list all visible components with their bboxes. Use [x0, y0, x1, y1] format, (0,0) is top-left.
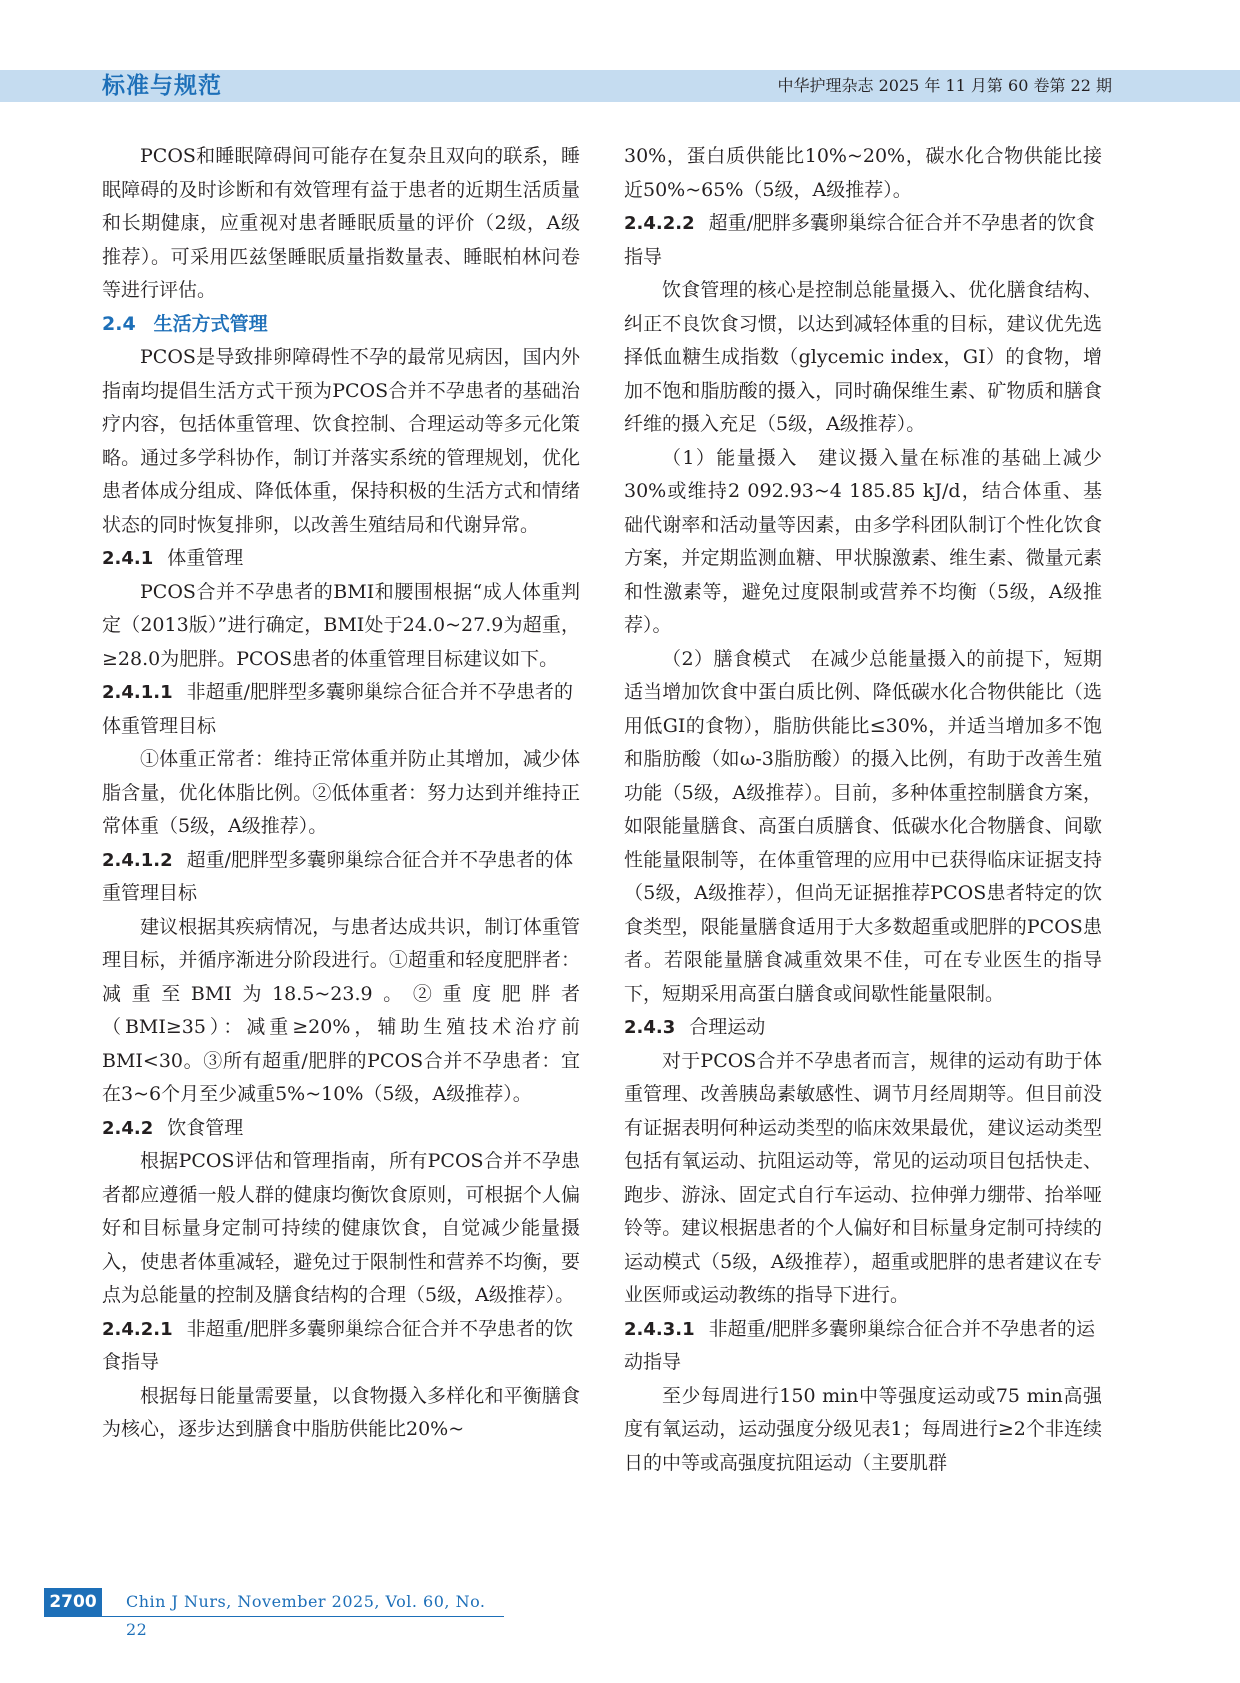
- heading-text: 超重/肥胖型多囊卵巢综合征合并不孕患者的体重管理目标: [102, 848, 574, 904]
- journal-info: 中华护理杂志 2025 年 11 月第 60 卷第 22 期: [777, 76, 1112, 95]
- heading-text: 超重/肥胖多囊卵巢综合征合并不孕患者的饮食指导: [624, 212, 1096, 268]
- heading-number: 2.4.3: [624, 1017, 676, 1038]
- body-paragraph: 对于PCOS合并不孕患者而言，规律的运动有助于体重管理、改善胰岛素敏感性、调节月经周期等。但目前没有证据表明何种运动类型的临床效果最优，建议运动类型包括有氧运动、抗阻运动等，常见的运动项目包括快走、跑步、游泳、固定式自行车运动、拉伸弹力绷带、抬举哑铃等。建议根据患者的个人偏好和目标量身定制可持续的运动模式（5级，A级推荐），超重或肥胖的患者建议在专业医师或运动教练的指导下进行。: [624, 1049, 1102, 1306]
- body-paragraph: 根据PCOS评估和管理指南，所有PCOS合并不孕患者都应遵循一般人群的健康均衡饮食原则，可根据个人偏好和目标量身定制可持续的健康饮食，自觉减少能量摄入，使患者体重减轻，避免过于限制性和营养不均衡，要点为总能量的控制及膳食结构的合理（5级，A级推荐）。: [102, 1150, 580, 1306]
- section-heading: [102, 308, 580, 342]
- subsection-heading: [624, 207, 1102, 274]
- body-paragraph: 至少每周进行150 min中等强度运动或75 min高强度有氧运动，运动强度分级见表1；每周进行≥2个非连续日的中等或高强度抗阻运动（主要肌群: [624, 1384, 1102, 1474]
- right-column: [624, 140, 1102, 1480]
- heading-text: 合理运动: [689, 1016, 766, 1038]
- heading-text: 生活方式管理: [153, 312, 268, 335]
- heading-text: 非超重/肥胖多囊卵巢综合征合并不孕患者的饮食指导: [102, 1317, 574, 1373]
- body-paragraph: 30%，蛋白质供能比10%~20%，碳水化合物供能比接近50%~65%（5级，A级推荐）。: [624, 145, 1102, 201]
- body-paragraph: （2）膳食模式 在减少总能量摄入的前提下，短期适当增加饮食中蛋白质比例、降低碳水化合物供能比（选用低GI的食物），脂肪供能比≤30%，并适当增加多不饱和脂肪酸（如ω-3脂肪酸）的摄入比例，有助于改善生殖功能（5级，A级推荐）。目前，多种体重控制膳食方案，如限能量膳食、高蛋白质膳食、低碳水化合物膳食、间歇性能量限制等，在体重管理的应用中已获得临床证据支持（5级，A级推荐），但尚无证据推荐PCOS患者特定的饮食类型，限能量膳食适用于大多数超重或肥胖的PCOS患者。若限能量膳食减重效果不佳，可在专业医生的指导下，短期采用高蛋白膳食或间歇性能量限制。: [624, 647, 1102, 1005]
- heading-number: 2.4: [102, 312, 136, 335]
- subsection-heading: [102, 1313, 580, 1380]
- subsection-heading: [624, 1011, 1102, 1045]
- body-paragraph: ①体重正常者：维持正常体重并防止其增加，减少体脂含量，优化体脂比例。②低体重者：努力达到并维持正常体重（5级，A级推荐）。: [102, 748, 580, 837]
- footer: [44, 1588, 504, 1639]
- page-number: 2700: [44, 1588, 102, 1616]
- left-column: [102, 140, 580, 1447]
- subsection-heading: [102, 844, 580, 911]
- footer-citation: Chin J Nurs, November 2025, Vol. 60, No. 22: [126, 1592, 486, 1639]
- subsection-heading: [102, 542, 580, 576]
- body-paragraph: 饮食管理的核心是控制总能量摄入、优化膳食结构、纠正不良饮食习惯，以达到减轻体重的目标，建议优先选择低血糖生成指数（glycemic index，GI）的食物，增加不饱和脂肪酸的摄入，同时确保维生素、矿物质和膳食纤维的摄入充足（5级，A级推荐）。: [624, 279, 1102, 435]
- body-paragraph: 根据每日能量需要量，以食物摄入多样化和平衡膳食为核心，逐步达到膳食中脂肪供能比20%~: [102, 1384, 580, 1440]
- body-paragraph: （1）能量摄入 建议摄入量在标准的基础上减少30%或维持2 092.93~4 185.85 kJ/d，结合体重、基础代谢率和活动量等因素，由多学科团队制订个性化饮食方案，并定期监测血糖、甲状腺激素、维生素、微量元素和性激素等，避免过度限制或营养不均衡（5级，A级推荐）。: [624, 446, 1102, 636]
- heading-number: 2.4.1.2: [102, 849, 173, 871]
- body-paragraph: PCOS和睡眠障碍间可能存在复杂且双向的联系，睡眠障碍的及时诊断和有效管理有益于患者的近期生活质量和长期健康，应重视对患者睡眠质量的评价（2级，A级推荐）。可采用匹兹堡睡眠质量指数量表、睡眠柏林问卷等进行评估。: [102, 145, 580, 301]
- heading-number: 2.4.1: [102, 548, 154, 569]
- section-label: 标准与规范: [102, 73, 222, 99]
- body-paragraph: 建议根据其疾病情况，与患者达成共识，制订体重管理目标，并循序渐进分阶段进行。①超重和轻度肥胖者：减重至BMI为18.5~23.9。②重度肥胖者（BMI≥35）：减重≥20%，辅助生殖技术治疗前BMI<30。③所有超重/肥胖的PCOS合并不孕患者：宜在3~6个月至少减重5%~10%（5级，A级推荐）。: [102, 915, 580, 1105]
- subsection-heading: [624, 1313, 1102, 1380]
- heading-number: 2.4.2.1: [102, 1318, 173, 1340]
- heading-text: 饮食管理: [167, 1116, 244, 1139]
- body-paragraph: PCOS是导致排卵障碍性不孕的最常见病因，国内外指南均提倡生活方式干预为PCOS合并不孕患者的基础治疗内容，包括体重管理、饮食控制、合理运动等多元化策略。通过多学科协作，制订并落实系统的管理规划，优化患者体成分组成、降低体重，保持积极的生活方式和情绪状态的同时恢复排卵，以改善生殖结局和代谢异常。: [102, 346, 580, 536]
- heading-number: 2.4.1.1: [102, 682, 173, 703]
- subsection-heading: [102, 1112, 580, 1146]
- heading-number: 2.4.2.2: [624, 213, 695, 234]
- heading-number: 2.4.2: [102, 1117, 154, 1139]
- subsection-heading: [102, 676, 580, 743]
- heading-text: 非超重/肥胖多囊卵巢综合征合并不孕患者的运动指导: [624, 1317, 1096, 1373]
- heading-number: 2.4.3.1: [624, 1318, 695, 1340]
- body-paragraph: PCOS合并不孕患者的BMI和腰围根据“成人体重判定（2013版）”进行确定，BMI处于24.0~27.9为超重，≥28.0为肥胖。PCOS患者的体重管理目标建议如下。: [102, 580, 580, 670]
- heading-text: 体重管理: [167, 547, 244, 569]
- heading-text: 非超重/肥胖型多囊卵巢综合征合并不孕患者的体重管理目标: [102, 681, 574, 737]
